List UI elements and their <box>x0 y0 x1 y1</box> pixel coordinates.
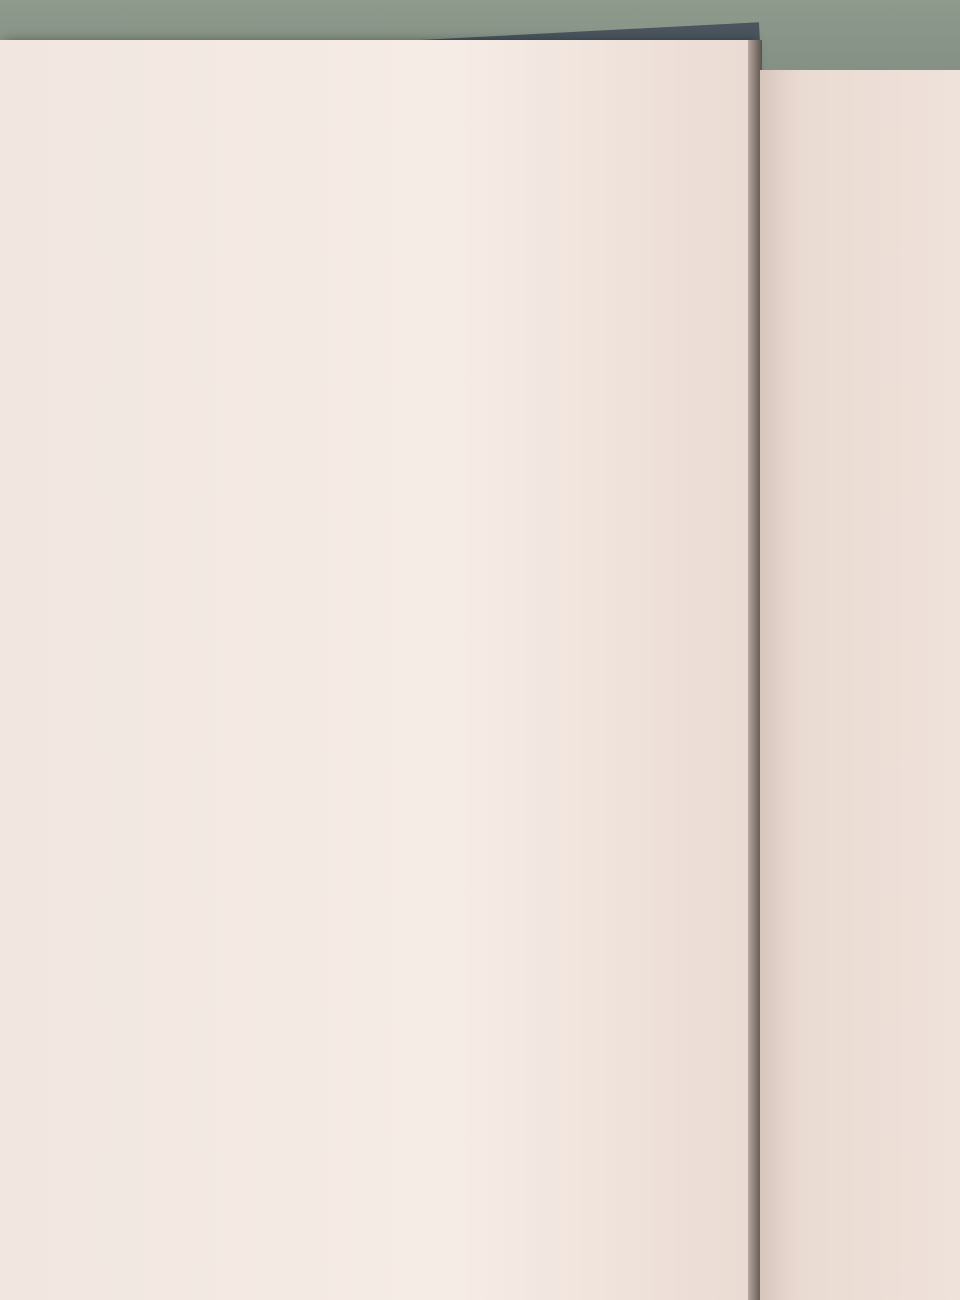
right-page <box>760 70 960 1300</box>
